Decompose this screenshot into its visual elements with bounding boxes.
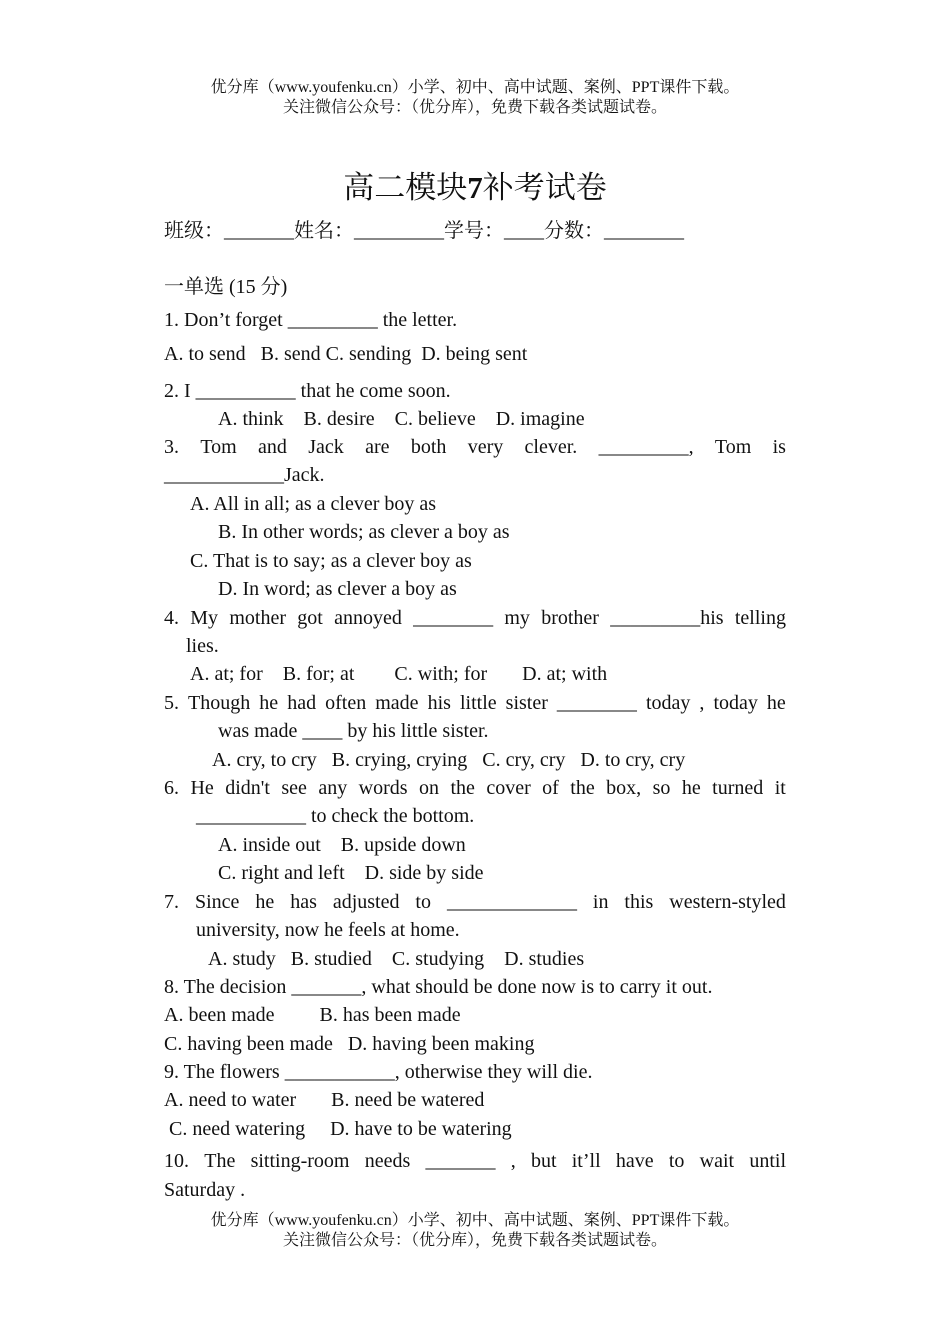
q3-stem-line2: ____________Jack. (164, 464, 325, 486)
page-title (0, 168, 950, 208)
q10-stem-line1: 10. The sitting-room needs _______ , but it’ll have to wait until (164, 1150, 786, 1172)
student-info-line: 班级：_______姓名：_________学号：____分数：________ (164, 220, 684, 242)
q9-stem: 9. The flowers ___________, otherwise they will die. (164, 1061, 593, 1083)
q6-options-cd: C. right and left D. side by side (218, 862, 484, 884)
q1-stem: 1. Don’t forget _________ the letter. (164, 309, 458, 331)
header-line-1: 优分库（www.youfenku.cn）小学、初中、高中试题、案例、PPT课件下载。 (210, 79, 740, 96)
q4-stem-line1: 4. My mother got annoyed ________ my brother _________his telling (164, 607, 786, 629)
footer-line-1: 优分库（www.youfenku.cn）小学、初中、高中试题、案例、PPT课件下载。 (210, 1212, 740, 1229)
q3-option-a: A. All in all; as a clever boy as (190, 493, 437, 515)
title-prefix: 高二模块 (343, 170, 468, 205)
q6-options-ab: A. inside out B. upside down (218, 834, 466, 856)
q6-stem-line1: 6. He didn't see any words on the cover of the box, so he turned it (164, 777, 786, 799)
q8-options-ab: A. been made B. has been made (164, 1004, 461, 1026)
section-heading: 一单选 (15 分) (164, 276, 288, 298)
q7-stem-line2: university, now he feels at home. (196, 919, 460, 941)
title-suffix: 补考试卷 (482, 170, 607, 205)
q8-options-cd: C. having been made D. having been making (164, 1033, 535, 1055)
q2-stem: 2. I __________ that he come soon. (164, 380, 451, 402)
q7-options: A. study B. studied C. studying D. studies (208, 948, 585, 970)
q9-options-cd: C. need watering D. have to be watering (164, 1118, 512, 1140)
q10-stem-line2: Saturday . (164, 1179, 246, 1201)
title-number: 7 (467, 170, 483, 205)
q4-options: A. at; for B. for; at C. with; for D. at; with (190, 663, 608, 685)
q5-stem-line1: 5. Though he had often made his little sister ________ today , today he (164, 692, 786, 714)
q1-options: A. to send B. send C. sending D. being sent (164, 343, 528, 365)
q8-stem: 8. The decision _______, what should be done now is to carry it out. (164, 976, 713, 998)
q5-options: A. cry, to cry B. crying, crying C. cry, cry D. to cry, cry (212, 749, 686, 771)
q6-stem-line2: ___________ to check the bottom. (196, 805, 475, 827)
q4-stem-line2: lies. (186, 635, 219, 657)
footer-line-2: 关注微信公众号：（优分库），免费下载各类试题试卷。 (282, 1232, 667, 1249)
q2-options: A. think B. desire C. believe D. imagine (218, 408, 585, 430)
q3-option-b: B. In other words; as clever a boy as (218, 521, 510, 543)
q3-option-d: D. In word; as clever a boy as (218, 578, 457, 600)
q3-option-c: C. That is to say; as a clever boy as (190, 550, 472, 572)
q9-options-ab: A. need to water B. need be watered (164, 1089, 485, 1111)
q5-stem-line2: was made ____ by his little sister. (218, 720, 489, 742)
q7-stem-line1: 7. Since he has adjusted to _____________ in this western-styled (164, 891, 786, 913)
header-line-2: 关注微信公众号：（优分库），免费下载各类试题试卷。 (282, 99, 667, 116)
q3-stem-line1: 3. Tom and Jack are both very clever. _________, Tom is (164, 436, 786, 458)
